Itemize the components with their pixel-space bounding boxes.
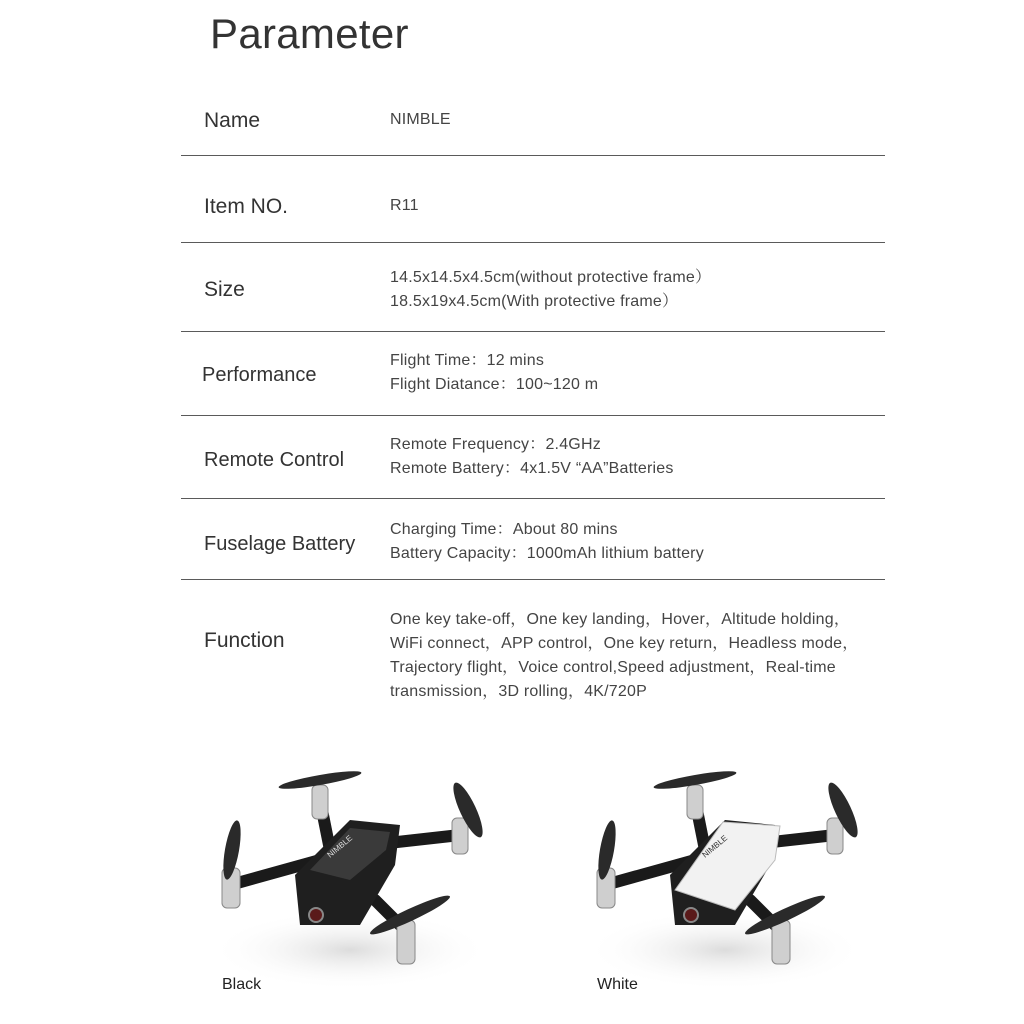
param-label: Performance [202, 364, 317, 386]
param-label: Remote Control [204, 449, 345, 471]
white-drone-image [575, 750, 875, 990]
param-row-fuselage-battery [181, 498, 885, 580]
value-line: Trajectory flight，Voice control,Speed adjustment，Real-time [390, 659, 836, 676]
param-value [390, 266, 711, 314]
param-label: Function [204, 629, 285, 652]
value-line: 18.5x19x4.5cm(With protective frame） [390, 293, 679, 310]
product-caption-white: White [597, 976, 638, 993]
param-value [390, 433, 674, 481]
value-line: 14.5x14.5x4.5cm(without protective frame） [390, 269, 712, 286]
value-line: Charging Time：About 80 mins [390, 521, 618, 538]
param-row-performance [181, 332, 885, 416]
param-value [390, 518, 704, 566]
value-line: WiFi connect，APP control，One key return，Headless mode， [390, 635, 859, 652]
value-line: Battery Capacity：1000mAh lithium battery [390, 545, 704, 562]
page-title: Parameter [210, 10, 409, 57]
value-line: Remote Frequency：2.4GHz [390, 436, 601, 453]
value-line: One key take-off，One key landing，Hover，Altitude holding， [390, 611, 851, 628]
param-row-remote-control [181, 415, 885, 499]
param-label: Name [204, 109, 261, 132]
value-line: NIMBLE [390, 111, 451, 128]
param-row-item-no [181, 155, 885, 243]
param-value [390, 608, 858, 704]
param-row-function [181, 580, 885, 710]
logo-text: NIMBLE [325, 833, 355, 860]
black-drone-image [200, 750, 500, 990]
param-value [390, 349, 598, 397]
param-row-name [181, 95, 885, 155]
param-value [390, 194, 419, 218]
param-row-size [181, 242, 885, 332]
param-label: Item NO. [204, 195, 289, 218]
logo-text: NIMBLE [700, 833, 730, 860]
value-line: transmission，3D rolling，4K/720P [390, 683, 647, 700]
param-label: Size [204, 278, 245, 301]
param-value [390, 108, 451, 132]
product-caption-black: Black [222, 976, 262, 993]
param-label: Fuselage Battery [204, 533, 356, 555]
value-line: Flight Time：12 mins [390, 352, 545, 369]
value-line: R11 [390, 197, 419, 214]
value-line: Flight Diatance：100~120 m [390, 376, 599, 393]
value-line: Remote Battery：4x1.5V “AA”Batteries [390, 460, 674, 477]
